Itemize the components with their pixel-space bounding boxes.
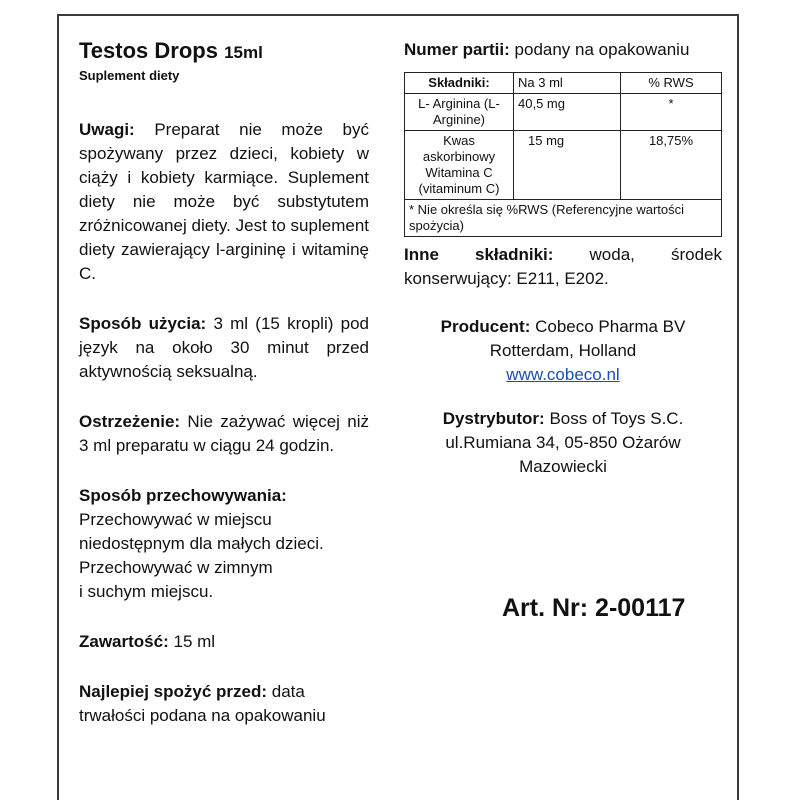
caution-text: Nie zażywać więcej niż 3 ml preparatu w ciągu 24 godzin. [79, 412, 369, 455]
table-row [405, 131, 722, 200]
contents-label: Zawartość: [79, 632, 169, 651]
ingredient-rws: * [621, 94, 722, 131]
contents-value: 15 ml [173, 632, 216, 651]
ingredient-name: L- Arginina (L-Arginine) [405, 94, 514, 131]
ingredient-name: Kwas askorbinowy Witamina C (vitaminum C) [405, 131, 514, 200]
table-header-rws: % RWS [621, 73, 722, 94]
contents-section [79, 630, 369, 654]
table-header-amount: Na 3 ml [514, 73, 621, 94]
ingredient-amount: 15 mg [514, 131, 621, 200]
storage-line-4: i suchym miejscu. [79, 582, 214, 601]
usage-text: 3 ml (15 kropli) pod język na około 30 minut przed aktywnością seksualną. [79, 314, 369, 381]
best-before-section [79, 680, 369, 728]
left-column [79, 38, 369, 728]
distributor-label: Dystrybutor: [442, 409, 545, 428]
warnings-text: Preparat nie może być spożywany przez dzieci, kobiety w ciąży i kobiety karmiące. Suplement diety nie może być substytutem zróżnicowanej diety. Jest to suplement diety zawierający l-argininę i witaminę C. [79, 120, 369, 283]
table-header-row [405, 73, 722, 94]
storage-label: Sposób przechowywania: [79, 486, 287, 505]
caution-section [79, 410, 369, 458]
distributor-address: ul.Rumiana 34, 05-850 Ożarów [445, 433, 681, 452]
table-header-ingredients: Składniki: [405, 73, 514, 94]
product-volume: 15ml [224, 43, 263, 62]
warnings-section [79, 118, 369, 286]
producer-name: Cobeco Pharma BV [535, 317, 686, 336]
producer-section [404, 315, 722, 387]
batch-section [404, 38, 722, 62]
best-before-text: data trwałości podana na opakowaniu [79, 682, 326, 725]
caution-label: Ostrzeżenie: [79, 412, 181, 431]
ingredient-amount: 40,5 mg [514, 94, 621, 131]
table-footnote-row [405, 200, 722, 237]
warnings-label: Uwagi: [79, 120, 135, 139]
distributor-region: Mazowiecki [519, 457, 607, 476]
right-column [404, 38, 722, 479]
product-type: Suplement diety [79, 68, 180, 83]
best-before-label: Najlepiej spożyć przed: [79, 682, 267, 701]
distributor-section [404, 407, 722, 479]
batch-label: Numer partii: [404, 40, 510, 59]
storage-line-3: Przechowywać w zimnym [79, 558, 273, 577]
table-row [405, 94, 722, 131]
storage-line-1: Przechowywać w miejscu [79, 510, 272, 529]
usage-label: Sposób użycia: [79, 314, 207, 333]
table-footnote: * Nie określa się %RWS (Referencyjne wartości spożycia) [405, 200, 722, 237]
producer-label: Producent: [440, 317, 531, 336]
producer-website-link[interactable]: www.cobeco.nl [506, 365, 620, 384]
other-ingredients-text: woda, środek konserwujący: E211, E202. [404, 245, 722, 288]
product-name: Testos Drops [79, 38, 218, 63]
other-ingredients-label: Inne składniki: [404, 245, 554, 264]
article-number: Art. Nr: 2-00117 [502, 594, 686, 622]
storage-section [79, 484, 369, 604]
product-title [79, 38, 369, 64]
usage-section [79, 312, 369, 384]
product-label [57, 14, 739, 800]
batch-text: podany na opakowaniu [514, 40, 690, 59]
storage-line-2: niedostępnym dla małych dzieci. [79, 534, 324, 553]
other-ingredients-section [404, 243, 722, 291]
distributor-name: Boss of Toys S.C. [549, 409, 684, 428]
ingredients-table [404, 72, 722, 237]
ingredient-rws: 18,75% [621, 131, 722, 200]
producer-city: Rotterdam, Holland [489, 341, 637, 360]
